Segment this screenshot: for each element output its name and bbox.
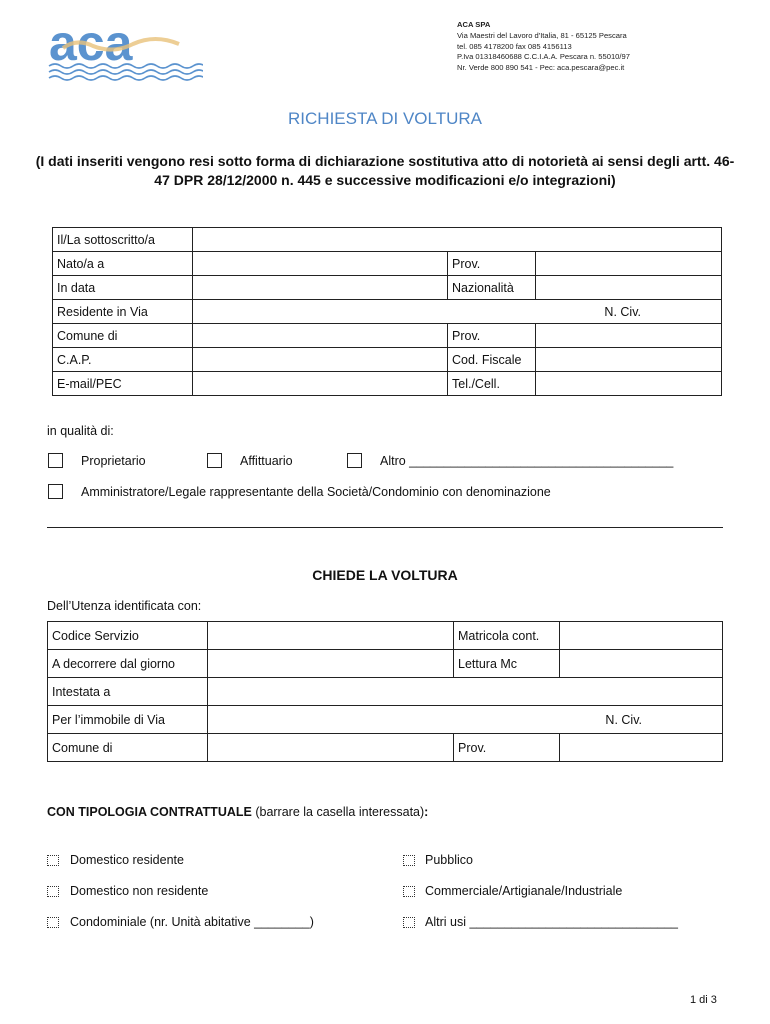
label-altri-usi: Altri usi ______________________________ bbox=[425, 915, 679, 929]
label-residente: Residente in Via bbox=[53, 300, 193, 324]
input-cod-fiscale[interactable] bbox=[536, 348, 722, 372]
checkbox-domestico-residente[interactable] bbox=[47, 855, 59, 866]
checkbox-altri-usi[interactable] bbox=[403, 917, 415, 928]
input-residente[interactable] bbox=[193, 300, 722, 324]
logo-text: aca bbox=[49, 18, 133, 71]
label-comune-immobile: Comune di bbox=[48, 734, 208, 762]
checkbox-commerciale[interactable] bbox=[403, 886, 415, 897]
input-prov-immobile[interactable] bbox=[560, 734, 723, 762]
input-prov[interactable] bbox=[536, 252, 722, 276]
checkbox-altro[interactable] bbox=[347, 453, 362, 468]
label-decorrere: A decorrere dal giorno bbox=[48, 650, 208, 678]
company-vat: P.Iva 01318460688 C.C.I.A.A. Pescara n. 55010/97 bbox=[457, 52, 630, 62]
input-comune-immobile[interactable] bbox=[208, 734, 454, 762]
declaration-note: (I dati inseriti vengono resi sotto forma di dichiarazione sostitutiva atto di notorietà ai sensi degli artt. 46-47 DPR 28/12/2000 n. 445 e successive modificazioni e/o integrazioni) bbox=[35, 153, 735, 188]
label-commerciale: Commerciale/Artigianale/Industriale bbox=[425, 884, 623, 898]
label-pubblico: Pubblico bbox=[425, 853, 473, 867]
input-sottoscritto[interactable] bbox=[193, 228, 722, 252]
label-codice-servizio: Codice Servizio bbox=[48, 622, 208, 650]
input-lettura[interactable] bbox=[560, 650, 723, 678]
input-immobile[interactable] bbox=[208, 706, 723, 734]
label-lettura: Lettura Mc bbox=[454, 650, 560, 678]
tipologia-note: (barrare la casella interessata) bbox=[251, 805, 425, 819]
applicant-table bbox=[52, 227, 722, 396]
label-altro: Altro ______________________________________ bbox=[380, 454, 674, 468]
label-sottoscritto: Il/La sottoscritto/a bbox=[53, 228, 193, 252]
label-prov-immobile: Prov. bbox=[454, 734, 560, 762]
page-title: RICHIESTA DI VOLTURA bbox=[288, 109, 482, 128]
label-cap: C.A.P. bbox=[53, 348, 193, 372]
label-in-data: In data bbox=[53, 276, 193, 300]
input-in-data[interactable] bbox=[193, 276, 448, 300]
checkbox-proprietario[interactable] bbox=[48, 453, 63, 468]
role-label: in qualità di: bbox=[47, 424, 114, 438]
checkbox-domestico-non-residente[interactable] bbox=[47, 886, 59, 897]
tipologia-heading bbox=[47, 805, 428, 819]
checkbox-amministratore[interactable] bbox=[48, 484, 63, 499]
page-number: 1 di 3 bbox=[690, 994, 717, 1006]
label-domestico-residente: Domestico residente bbox=[70, 853, 184, 867]
label-cod-fiscale: Cod. Fiscale bbox=[448, 348, 536, 372]
input-tel[interactable] bbox=[536, 372, 722, 396]
checkbox-pubblico[interactable] bbox=[403, 855, 415, 866]
label-domestico-non-residente: Domestico non residente bbox=[70, 884, 209, 898]
input-comune[interactable] bbox=[193, 324, 448, 348]
tipologia-colon: : bbox=[424, 805, 429, 819]
label-nazionalita: Nazionalità bbox=[448, 276, 536, 300]
input-cap[interactable] bbox=[193, 348, 448, 372]
section-heading: CHIEDE LA VOLTURA bbox=[312, 567, 458, 583]
denominazione-line[interactable] bbox=[47, 527, 723, 528]
input-decorrere[interactable] bbox=[208, 650, 454, 678]
label-matricola: Matricola cont. bbox=[454, 622, 560, 650]
label-nato: Nato/a a bbox=[53, 252, 193, 276]
company-name: ACA SPA bbox=[457, 20, 491, 29]
input-prov2[interactable] bbox=[536, 324, 722, 348]
label-prov: Prov. bbox=[448, 252, 536, 276]
label-immobile: Per l’immobile di Via bbox=[48, 706, 208, 734]
company-contact: Nr. Verde 800 890 541 - Pec: aca.pescara@pec.it bbox=[457, 63, 625, 73]
input-email[interactable] bbox=[193, 372, 448, 396]
label-intestata: Intestata a bbox=[48, 678, 208, 706]
label-amministratore: Amministratore/Legale rappresentante della Società/Condominio con denominazione bbox=[81, 485, 551, 499]
input-matricola[interactable] bbox=[560, 622, 723, 650]
label-affittuario: Affittuario bbox=[240, 454, 293, 468]
label-email: E-mail/PEC bbox=[53, 372, 193, 396]
label-comune: Comune di bbox=[53, 324, 193, 348]
company-phone: tel. 085 4178200 fax 085 4156113 bbox=[457, 41, 572, 51]
checkbox-condominiale[interactable] bbox=[47, 917, 59, 928]
service-table bbox=[47, 621, 723, 762]
input-nazionalita[interactable] bbox=[536, 276, 722, 300]
label-tel: Tel./Cell. bbox=[448, 372, 536, 396]
label-prov2: Prov. bbox=[448, 324, 536, 348]
label-proprietario: Proprietario bbox=[81, 454, 146, 468]
label-n-civ: N. Civ. bbox=[604, 304, 641, 319]
company-info bbox=[457, 20, 630, 74]
utenza-label: Dell’Utenza identificata con: bbox=[47, 599, 202, 613]
input-nato[interactable] bbox=[193, 252, 448, 276]
label-n-civ-immobile: N. Civ. bbox=[605, 712, 642, 727]
aca-logo bbox=[47, 18, 203, 82]
company-address: Via Maestri del Lavoro d'Italia, 81 - 65125 Pescara bbox=[457, 30, 627, 40]
label-condominiale: Condominiale (nr. Unità abitative ________) bbox=[70, 915, 314, 929]
tipologia-title: CON TIPOLOGIA CONTRATTUALE bbox=[47, 805, 252, 819]
input-codice-servizio[interactable] bbox=[208, 622, 454, 650]
checkbox-affittuario[interactable] bbox=[207, 453, 222, 468]
input-intestata[interactable] bbox=[208, 678, 723, 706]
